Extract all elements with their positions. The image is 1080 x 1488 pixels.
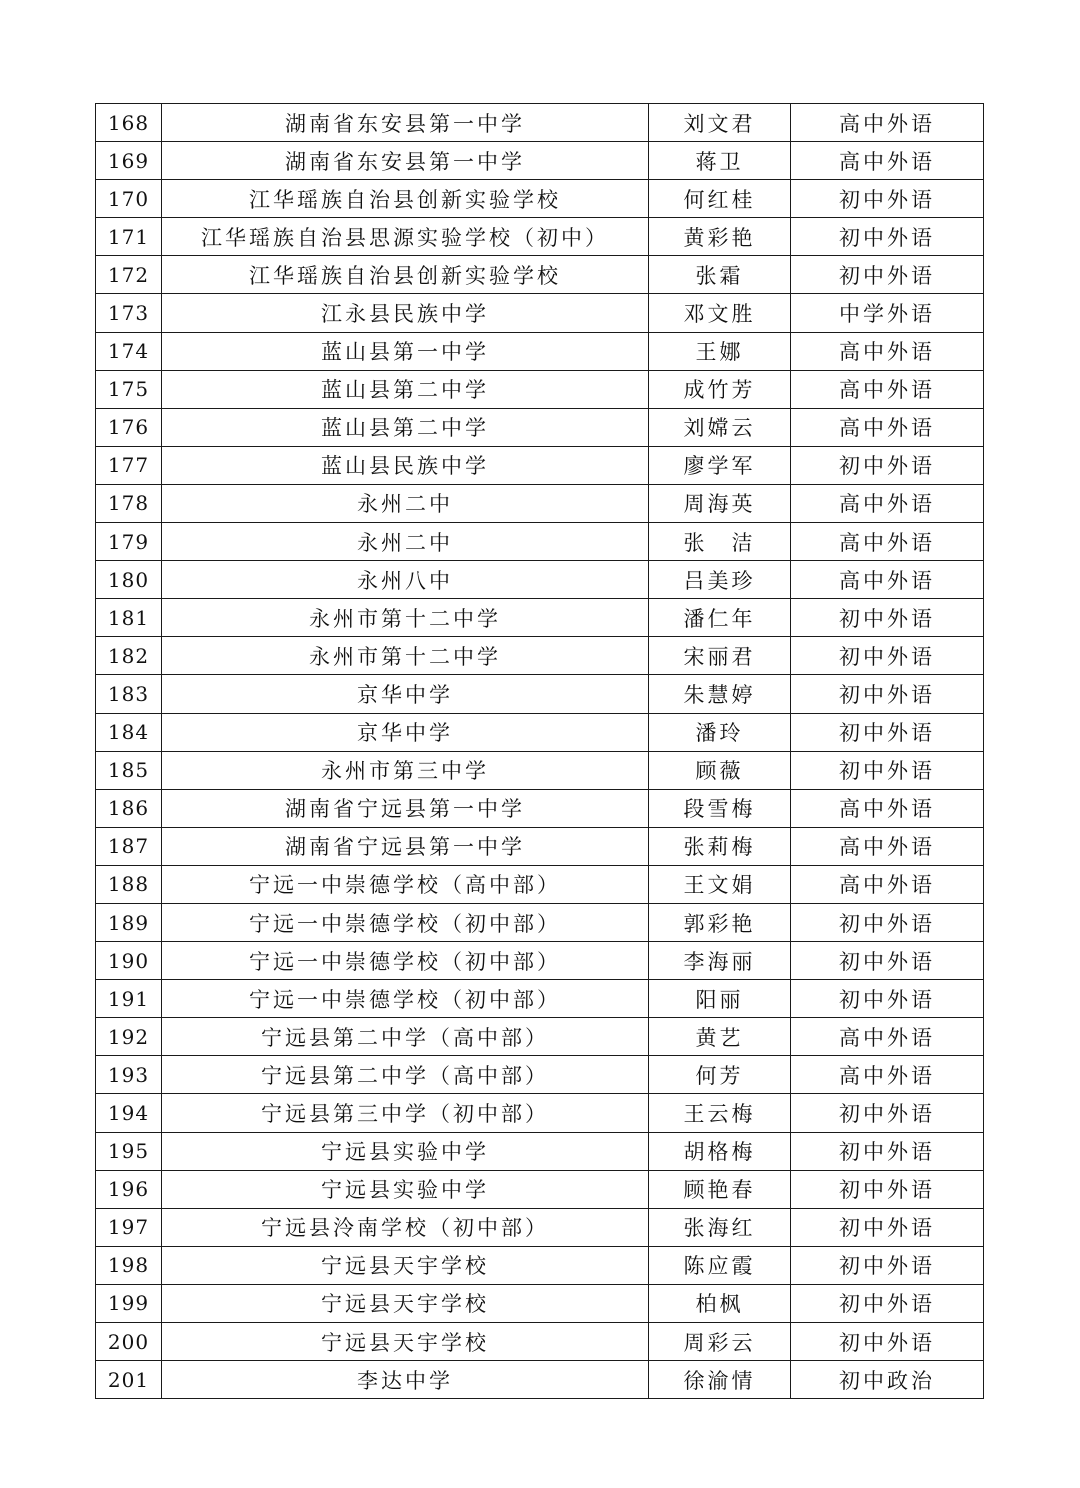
table-row [96,408,984,446]
teacher-name-cell: 邓文胜 [649,294,791,332]
row-number-cell: 172 [96,256,162,294]
row-number-cell: 185 [96,751,162,789]
subject-cell: 高中外语 [791,1056,984,1094]
teacher-name-cell: 潘玲 [649,713,791,751]
school-cell: 湖南省东安县第一中学 [162,142,649,180]
school-cell: 宁远县天宇学校 [162,1246,649,1284]
teacher-name-cell: 何芳 [649,1056,791,1094]
subject-cell: 初中外语 [791,1208,984,1246]
table-row [96,218,984,256]
teacher-name-cell: 周彩云 [649,1323,791,1361]
subject-cell: 初中外语 [791,675,984,713]
row-number-cell: 193 [96,1056,162,1094]
subject-cell: 高中外语 [791,104,984,142]
subject-cell: 初中外语 [791,1284,984,1322]
row-number-cell: 182 [96,637,162,675]
teacher-name-cell: 张霜 [649,256,791,294]
school-cell: 宁远县第二中学（高中部） [162,1018,649,1056]
teacher-name-cell: 王云梅 [649,1094,791,1132]
table-row [96,980,984,1018]
table-row [96,942,984,980]
row-number-cell: 194 [96,1094,162,1132]
school-cell: 宁远一中崇德学校（初中部） [162,980,649,1018]
teacher-name-cell: 吕美珍 [649,561,791,599]
subject-cell: 初中外语 [791,256,984,294]
teacher-name-cell: 何红桂 [649,180,791,218]
subject-cell: 初中外语 [791,751,984,789]
table-row [96,1018,984,1056]
table-row [96,1246,984,1284]
school-cell: 宁远县第二中学（高中部） [162,1056,649,1094]
row-number-cell: 181 [96,599,162,637]
subject-cell: 高中外语 [791,142,984,180]
table-row [96,675,984,713]
school-cell: 蓝山县第二中学 [162,370,649,408]
row-number-cell: 170 [96,180,162,218]
subject-cell: 高中外语 [791,484,984,522]
row-number-cell: 191 [96,980,162,1018]
table-row [96,1056,984,1094]
row-number-cell: 174 [96,332,162,370]
row-number-cell: 180 [96,561,162,599]
table-row [96,599,984,637]
teacher-name-cell: 成竹芳 [649,370,791,408]
row-number-cell: 168 [96,104,162,142]
subject-cell: 初中外语 [791,942,984,980]
teacher-name-cell: 张莉梅 [649,827,791,865]
table-row [96,484,984,522]
teacher-name-cell: 刘文君 [649,104,791,142]
school-cell: 永州市第三中学 [162,751,649,789]
school-cell: 宁远县天宇学校 [162,1323,649,1361]
row-number-cell: 175 [96,370,162,408]
subject-cell: 初中外语 [791,1246,984,1284]
table-row [96,903,984,941]
school-cell: 永州市第十二中学 [162,637,649,675]
teacher-name-cell: 王文娟 [649,865,791,903]
school-cell: 江华瑶族自治县思源实验学校（初中） [162,218,649,256]
row-number-cell: 184 [96,713,162,751]
school-cell: 蓝山县民族中学 [162,446,649,484]
table-row [96,751,984,789]
table-row [96,1284,984,1322]
subject-cell: 初中政治 [791,1361,984,1399]
teacher-name-cell: 柏枫 [649,1284,791,1322]
roster-table [95,103,984,1399]
teacher-name-cell: 张 洁 [649,523,791,561]
subject-cell: 高中外语 [791,408,984,446]
table-row [96,713,984,751]
row-number-cell: 189 [96,903,162,941]
row-number-cell: 173 [96,294,162,332]
teacher-name-cell: 王娜 [649,332,791,370]
school-cell: 京华中学 [162,713,649,751]
row-number-cell: 176 [96,408,162,446]
row-number-cell: 186 [96,789,162,827]
teacher-name-cell: 蒋卫 [649,142,791,180]
row-number-cell: 188 [96,865,162,903]
teacher-name-cell: 胡格梅 [649,1132,791,1170]
subject-cell: 初中外语 [791,1323,984,1361]
subject-cell: 初中外语 [791,446,984,484]
teacher-name-cell: 朱慧婷 [649,675,791,713]
teacher-name-cell: 黄艺 [649,1018,791,1056]
school-cell: 宁远县天宇学校 [162,1284,649,1322]
teacher-name-cell: 阳丽 [649,980,791,1018]
table-row [96,370,984,408]
school-cell: 江华瑶族自治县创新实验学校 [162,180,649,218]
table-row [96,789,984,827]
subject-cell: 初中外语 [791,637,984,675]
row-number-cell: 183 [96,675,162,713]
subject-cell: 高中外语 [791,865,984,903]
row-number-cell: 198 [96,1246,162,1284]
teacher-name-cell: 李海丽 [649,942,791,980]
subject-cell: 初中外语 [791,903,984,941]
subject-cell: 初中外语 [791,1132,984,1170]
row-number-cell: 200 [96,1323,162,1361]
subject-cell: 初中外语 [791,713,984,751]
school-cell: 宁远县第三中学（初中部） [162,1094,649,1132]
subject-cell: 初中外语 [791,980,984,1018]
table-row [96,256,984,294]
teacher-name-cell: 郭彩艳 [649,903,791,941]
row-number-cell: 195 [96,1132,162,1170]
school-cell: 蓝山县第一中学 [162,332,649,370]
subject-cell: 初中外语 [791,218,984,256]
table-row [96,865,984,903]
school-cell: 宁远县实验中学 [162,1132,649,1170]
subject-cell: 高中外语 [791,827,984,865]
school-cell: 永州八中 [162,561,649,599]
teacher-name-cell: 刘嫦云 [649,408,791,446]
school-cell: 宁远一中崇德学校（初中部） [162,903,649,941]
school-cell: 江永县民族中学 [162,294,649,332]
table-row [96,1094,984,1132]
school-cell: 江华瑶族自治县创新实验学校 [162,256,649,294]
teacher-name-cell: 顾薇 [649,751,791,789]
table-row [96,332,984,370]
subject-cell: 初中外语 [791,1170,984,1208]
row-number-cell: 196 [96,1170,162,1208]
school-cell: 永州二中 [162,484,649,522]
teacher-name-cell: 廖学军 [649,446,791,484]
subject-cell: 高中外语 [791,523,984,561]
teacher-name-cell: 段雪梅 [649,789,791,827]
row-number-cell: 201 [96,1361,162,1399]
subject-cell: 高中外语 [791,1018,984,1056]
table-row [96,561,984,599]
row-number-cell: 178 [96,484,162,522]
teacher-name-cell: 顾艳春 [649,1170,791,1208]
teacher-name-cell: 黄彩艳 [649,218,791,256]
school-cell: 宁远一中崇德学校（高中部） [162,865,649,903]
school-cell: 宁远县泠南学校（初中部） [162,1208,649,1246]
school-cell: 宁远一中崇德学校（初中部） [162,942,649,980]
roster-table-body [96,104,984,1399]
teacher-name-cell: 潘仁年 [649,599,791,637]
row-number-cell: 192 [96,1018,162,1056]
row-number-cell: 197 [96,1208,162,1246]
row-number-cell: 199 [96,1284,162,1322]
teacher-name-cell: 宋丽君 [649,637,791,675]
table-row [96,637,984,675]
school-cell: 湖南省宁远县第一中学 [162,827,649,865]
row-number-cell: 177 [96,446,162,484]
school-cell: 蓝山县第二中学 [162,408,649,446]
table-row [96,1208,984,1246]
row-number-cell: 169 [96,142,162,180]
school-cell: 永州市第十二中学 [162,599,649,637]
table-row [96,446,984,484]
subject-cell: 高中外语 [791,332,984,370]
subject-cell: 初中外语 [791,1094,984,1132]
table-row [96,1132,984,1170]
teacher-name-cell: 徐渝情 [649,1361,791,1399]
school-cell: 李达中学 [162,1361,649,1399]
subject-cell: 初中外语 [791,180,984,218]
school-cell: 宁远县实验中学 [162,1170,649,1208]
school-cell: 京华中学 [162,675,649,713]
table-row [96,142,984,180]
table-row [96,180,984,218]
table-row [96,1361,984,1399]
school-cell: 永州二中 [162,523,649,561]
teacher-name-cell: 周海英 [649,484,791,522]
teacher-name-cell: 陈应霞 [649,1246,791,1284]
row-number-cell: 190 [96,942,162,980]
subject-cell: 初中外语 [791,599,984,637]
row-number-cell: 187 [96,827,162,865]
school-cell: 湖南省东安县第一中学 [162,104,649,142]
subject-cell: 高中外语 [791,561,984,599]
teacher-name-cell: 张海红 [649,1208,791,1246]
table-row [96,827,984,865]
table-row [96,1170,984,1208]
table-row [96,1323,984,1361]
table-row [96,104,984,142]
table-row [96,294,984,332]
row-number-cell: 171 [96,218,162,256]
subject-cell: 高中外语 [791,789,984,827]
subject-cell: 中学外语 [791,294,984,332]
subject-cell: 高中外语 [791,370,984,408]
row-number-cell: 179 [96,523,162,561]
table-row [96,523,984,561]
school-cell: 湖南省宁远县第一中学 [162,789,649,827]
